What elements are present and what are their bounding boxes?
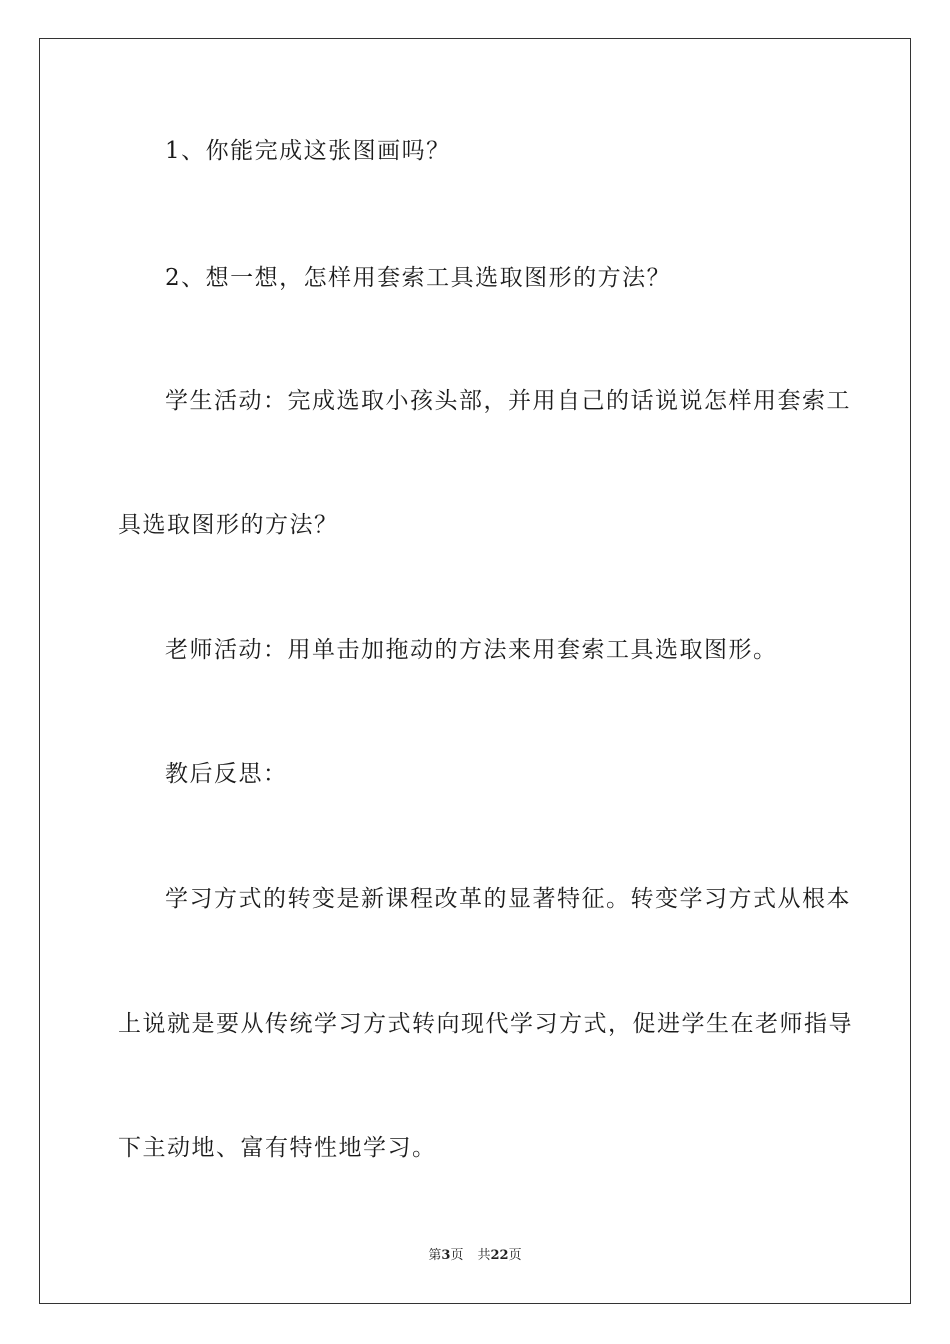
reflection-line-2: 上说就是要从传统学习方式转向现代学习方式，促进学生在老师指导 — [118, 1011, 853, 1037]
total-suffix: 页 — [508, 1248, 522, 1263]
teacher-activity: 老师活动：用单击加拖动的方法来用套索工具选取图形。 — [165, 637, 778, 663]
page-border — [39, 38, 911, 1304]
student-activity-line-1: 学生活动：完成选取小孩头部，并用自己的话说说怎样用套索工 — [165, 388, 851, 414]
question-2: 2、想一想，怎样用套索工具选取图形的方法？ — [165, 265, 672, 291]
page-number: 3 — [441, 1248, 451, 1263]
page-prefix: 第 — [428, 1248, 442, 1263]
reflection-line-3: 下主动地、富有特性地学习。 — [118, 1135, 437, 1161]
page-footer — [0, 1247, 950, 1265]
total-pages: 22 — [490, 1248, 509, 1263]
total-prefix: 共 — [477, 1248, 491, 1263]
reflection-heading: 教后反思： — [165, 761, 288, 787]
reflection-line-1: 学习方式的转变是新课程改革的显著特征。转变学习方式从根本 — [165, 886, 851, 912]
page-suffix: 页 — [450, 1248, 464, 1263]
question-1: 1、你能完成这张图画吗？ — [165, 138, 451, 164]
student-activity-line-2: 具选取图形的方法？ — [118, 512, 339, 538]
